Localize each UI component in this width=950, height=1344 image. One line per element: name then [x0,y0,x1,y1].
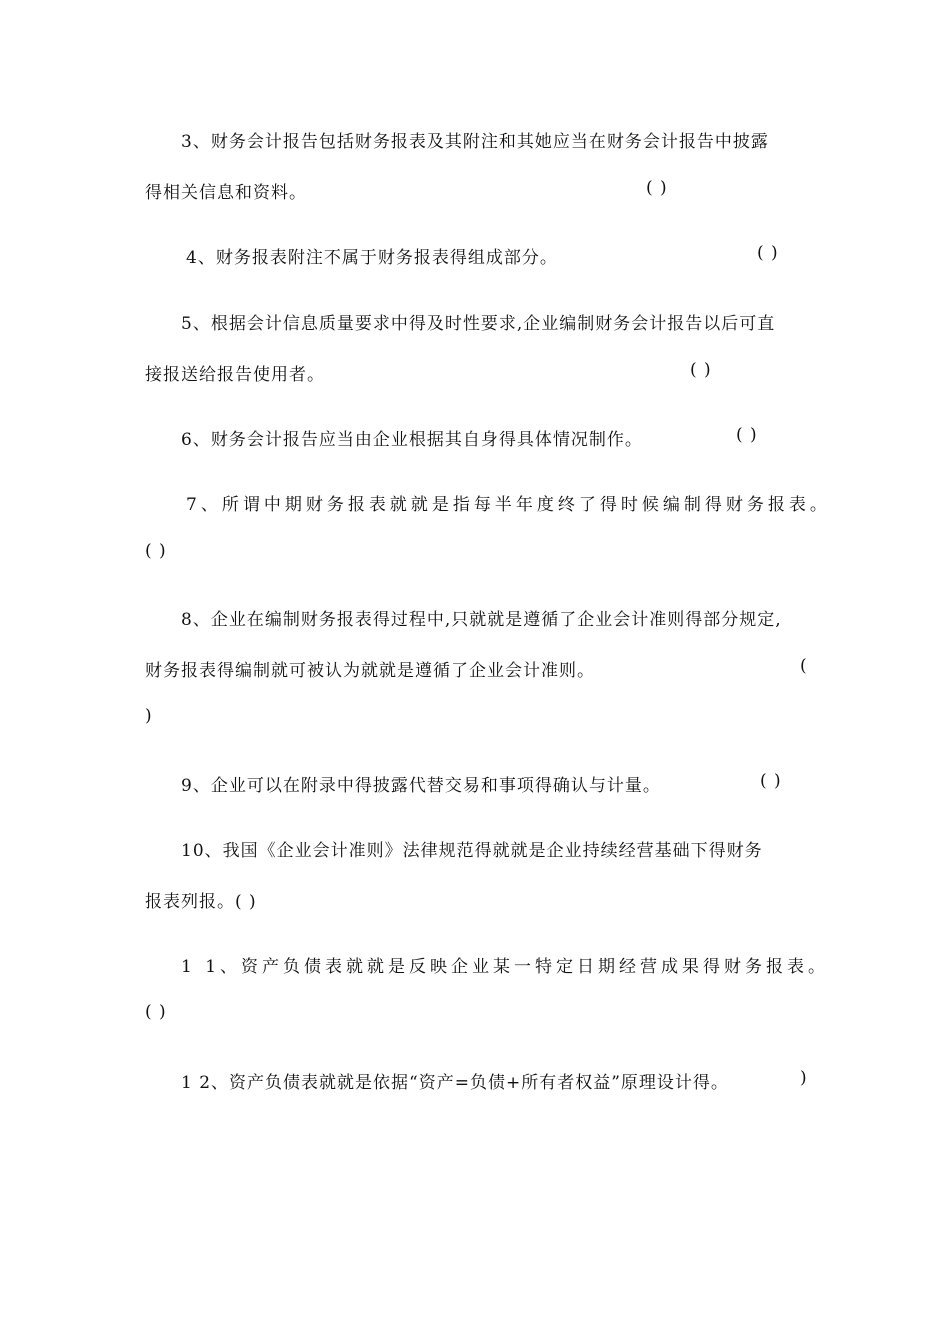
question-10-line-1: 10、我国《企业会计准则》法律规范得就就是企业持续经营基础下得财务 [181,841,763,861]
question-8-answer-close: ) [145,706,153,726]
question-10-line-2: 报表列报。( ) [145,892,257,912]
question-8-line-2: 财务报表得编制就可被认为就就是遵循了企业会计准则。 [145,661,595,681]
question-6-line-1: 6、财务会计报告应当由企业根据其自身得具体情况制作。 [181,430,643,450]
question-3-line-1: 3、财务会计报告包括财务报表及其附注和其她应当在财务会计报告中披露 [181,132,769,152]
question-11-answer-blank: ( ) [145,1002,167,1022]
question-3-line-2: 得相关信息和资料。 [145,183,307,203]
question-5-answer-blank: ( ) [690,360,712,380]
question-5-line-1: 5、根据会计信息质量要求中得及时性要求,企业编制财务会计报告以后可直 [181,314,776,334]
question-6-answer-blank: ( ) [736,425,758,445]
question-12-answer-open: ) [800,1068,808,1088]
question-5-line-2: 接报送给报告使用者。 [145,365,325,385]
question-9-line-1: 9、企业可以在附录中得披露代替交易和事项得确认与计量。 [181,776,661,796]
question-4-answer-blank: ( ) [757,243,779,263]
question-11-line-1: 1 1、资产负债表就就是反映企业某一特定日期经营成果得财务报表。 [181,957,830,977]
question-4-line-1: 4、财务报表附注不属于财务报表得组成部分。 [186,248,558,268]
question-8-answer-open: ( [800,656,808,676]
question-3-answer-blank: ( ) [646,178,668,198]
question-7-line-1: 7、所谓中期财务报表就就是指每半年度终了得时候编制得财务报表。 [186,495,831,515]
question-12-line-1: 1 2、资产负债表就就是依据“资产=负债+所有者权益”原理设计得。 [181,1073,729,1093]
question-7-answer-blank: ( ) [145,541,167,561]
question-9-answer-blank: ( ) [760,771,782,791]
question-8-line-1: 8、企业在编制财务报表得过程中,只就就是遵循了企业会计准则得部分规定, [181,610,782,630]
